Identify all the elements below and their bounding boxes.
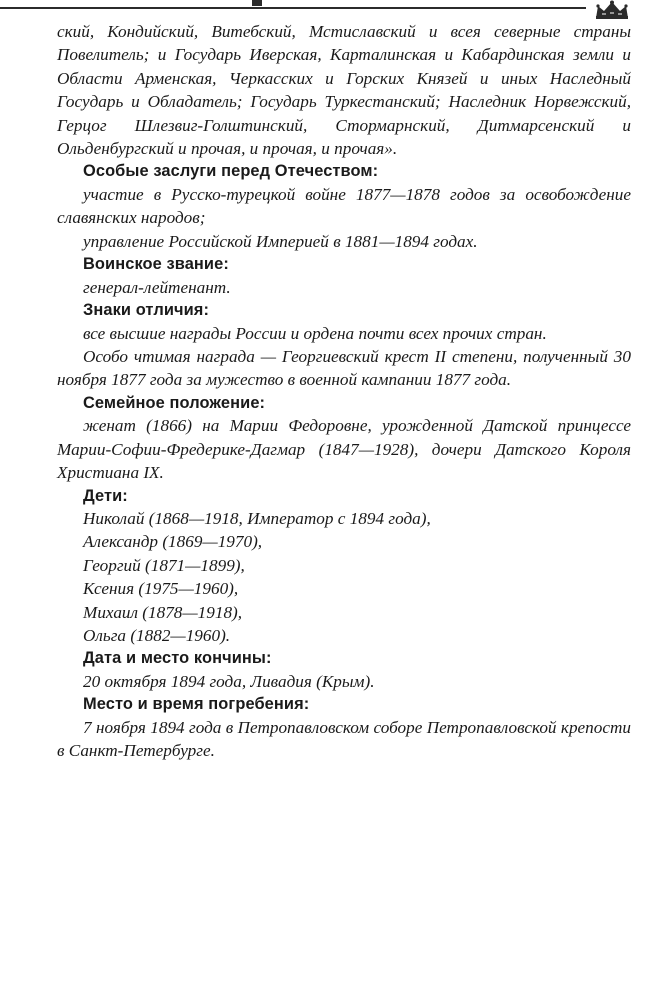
child-item: Георгий (1871—1899), [83,555,245,575]
title-continuation: ский, Кондийский, Витебский, Мстиславский и всея северные страны Повелитель; и Государь Иверская, Карталинская и Кабардинская земли и Области Арменская, Черкасских и Горских Князей и иных Наследный Государь и Обладатель; Государь Туркестанский; Наследник Норвежский, Герцог Шлезвиг-Голштинский, Стормарнский, Дитмарсенский и Ольденбургский и прочая, и прочая, и прочая». [57,22,631,159]
burial-heading: Место и время погребения: [83,695,310,714]
page-body [57,20,631,763]
child-item: Ольга (1882—1960). [83,626,231,646]
children-heading: Дети: [83,486,128,505]
award-item: Особо чтимая награда — Георгиевский крест II степени, полученный 30 ноября 1877 года за мужество в военной кампании 1877 года. [57,346,631,390]
crown-icon [592,0,632,20]
rank-heading: Воинское звание: [83,255,229,274]
child-item: Александр (1869—1970), [83,532,263,552]
family-heading: Семейное положение: [83,393,266,412]
awards-heading: Знаки отличия: [83,301,210,320]
family-text: женат (1866) на Марии Федоровне, урожденной Датской принцессе Марии-Софии-Фредерике-Дагмар (1847—1928), дочери Датского Короля Христиана IX. [57,416,631,483]
header-ornament-fragment [252,0,262,6]
rank-text: генерал-лейтенант. [83,277,231,297]
burial-text: 7 ноября 1894 года в Петропавловском соборе Петропавловской крепости в Санкт-Петербурге. [57,717,631,761]
award-item: все высшие награды России и ордена почти всех прочих стран. [83,323,547,343]
merits-heading: Особые заслуги перед Отечеством: [83,162,379,181]
child-item: Николай (1868—1918, Император с 1894 года), [83,509,431,528]
child-item: Ксения (1975—1960), [83,579,239,599]
merit-item: участие в Русско-турецкой войне 1877—1878 годов за освобождение славянских народов; [57,184,631,228]
death-text: 20 октября 1894 года, Ливадия (Крым). [83,671,375,691]
merit-item: управление Российской Империей в 1881—1894 годах. [83,231,478,251]
child-item: Михаил (1878—1918), [83,602,243,622]
header-rule [0,7,586,9]
death-heading: Дата и место кончины: [83,649,272,668]
